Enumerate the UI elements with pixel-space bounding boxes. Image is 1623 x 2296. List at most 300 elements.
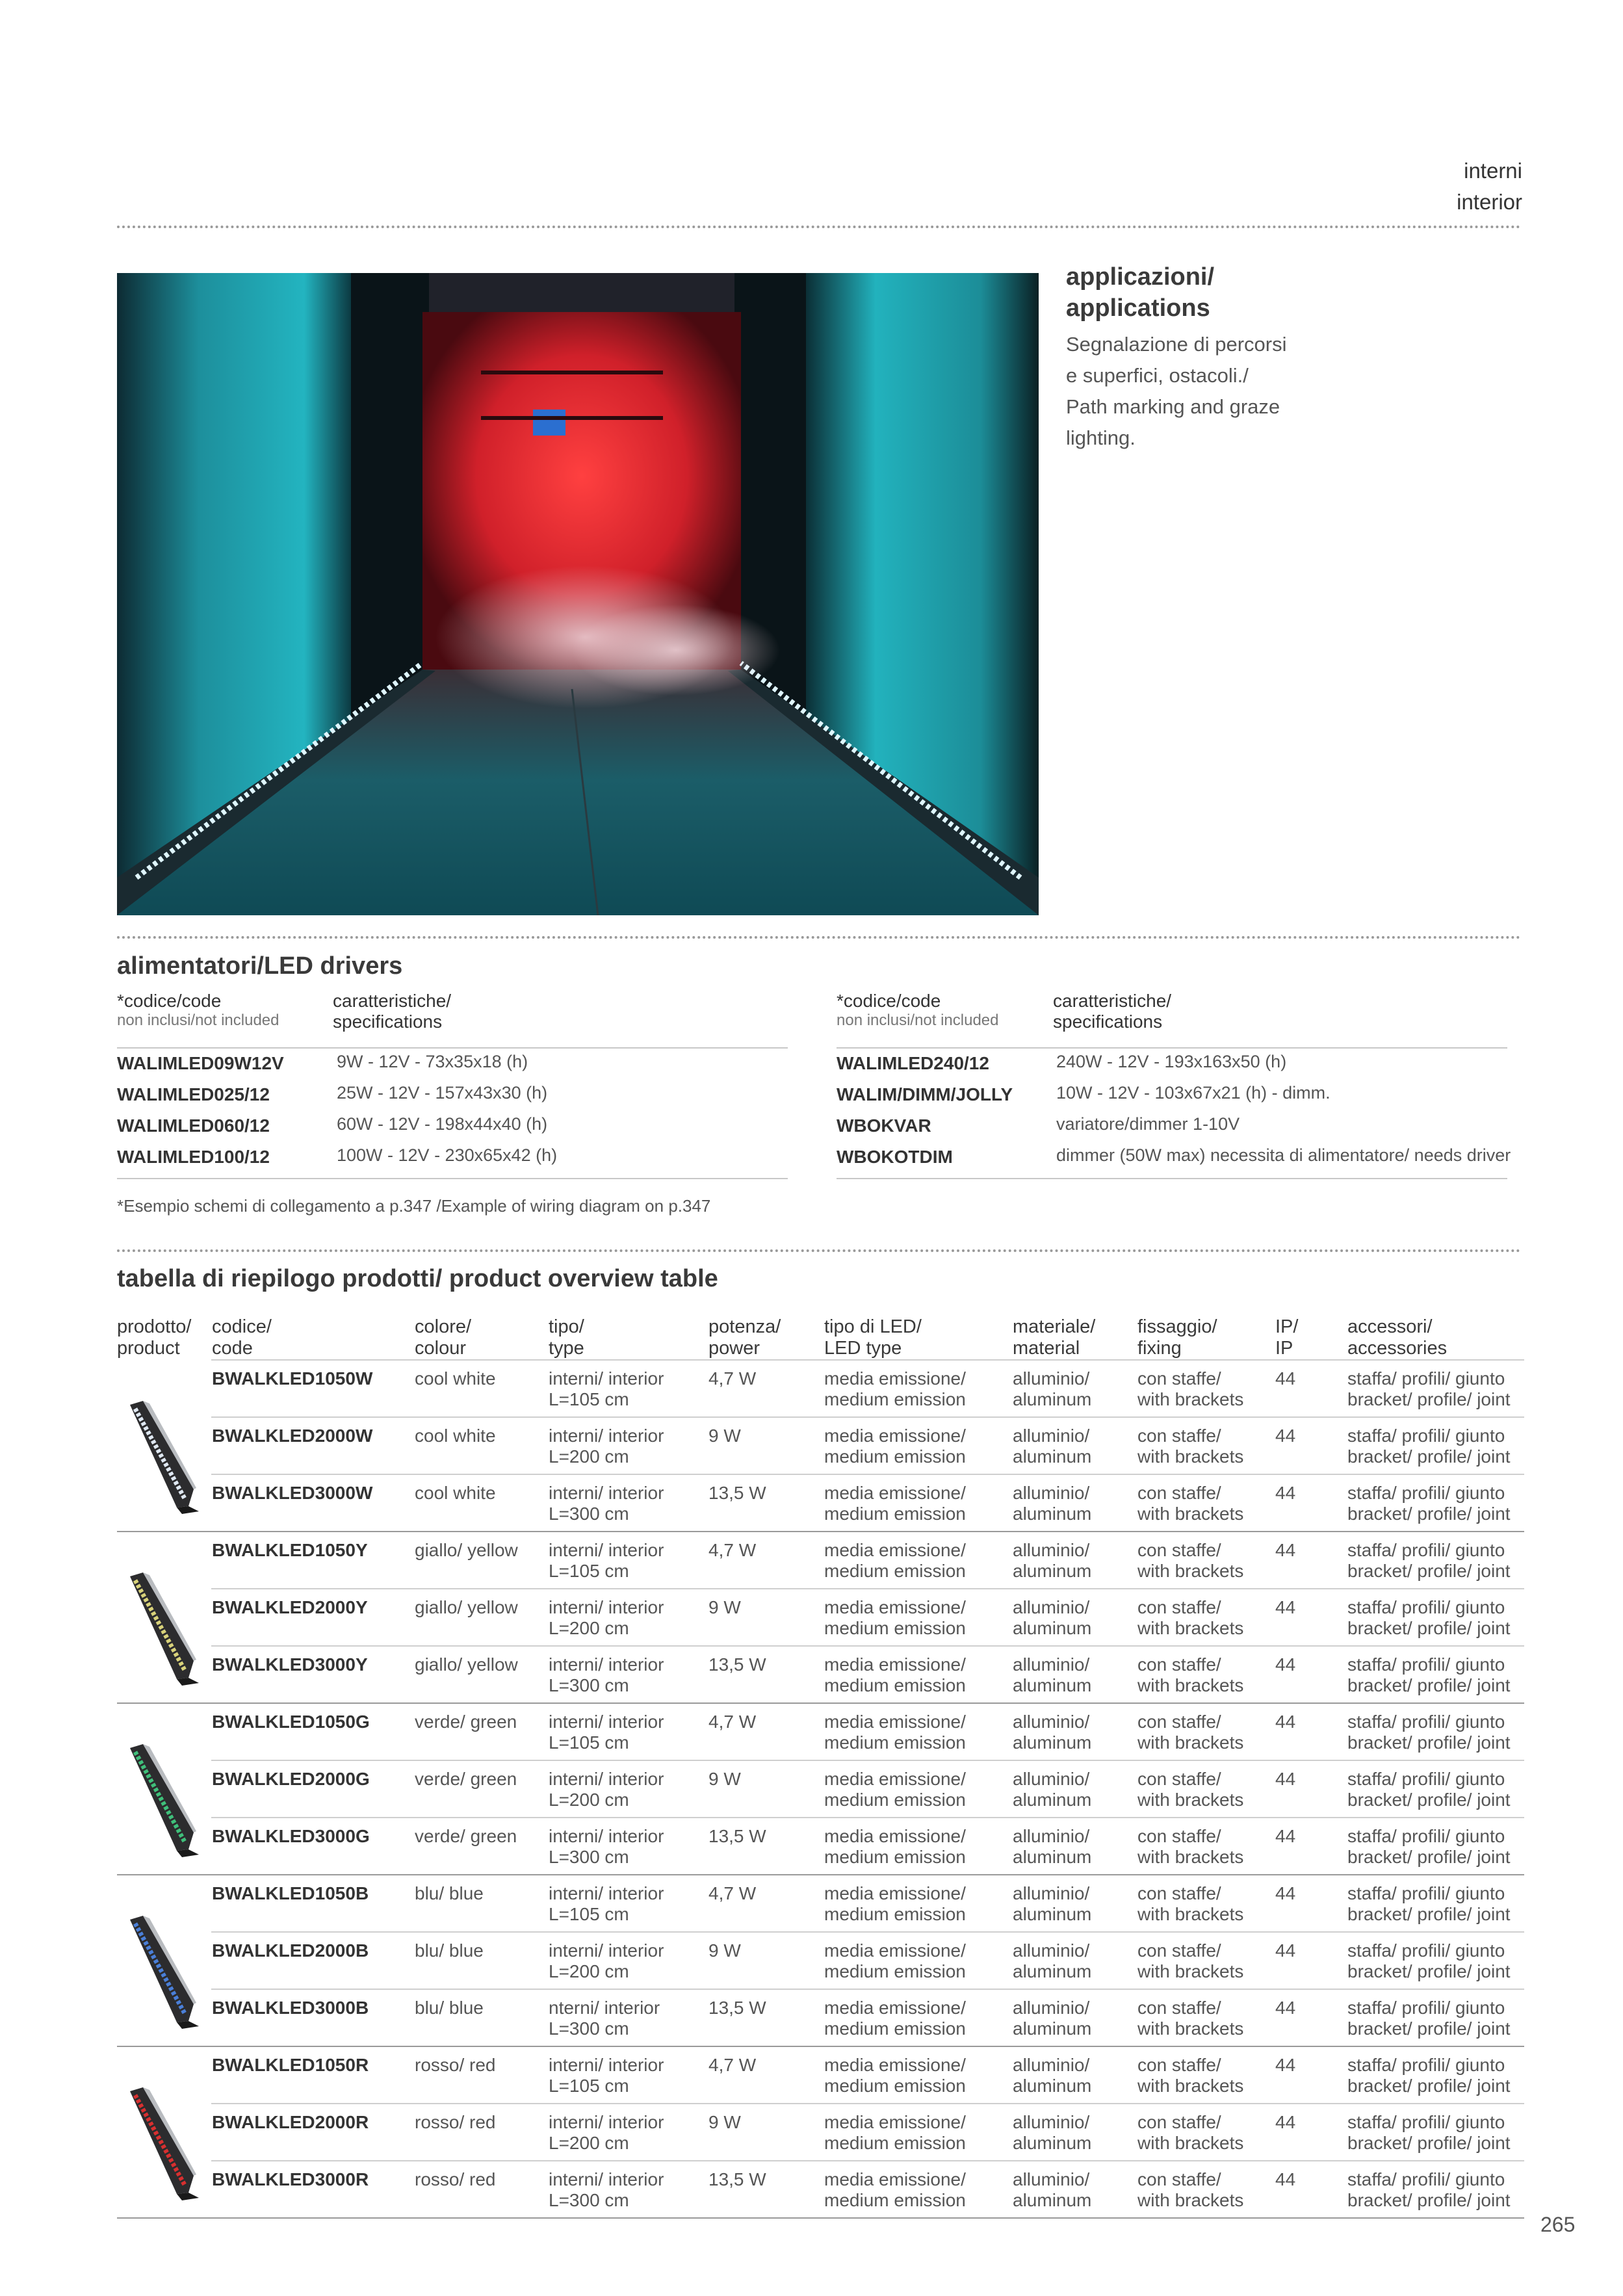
product-led-type-line: medium emission bbox=[824, 2018, 966, 2039]
header-line: material bbox=[1013, 1338, 1080, 1359]
product-led-type-line: media emissione/ bbox=[824, 1940, 966, 1961]
driver-spec: dimmer (50W max) necessita di alimentatore/ needs driver bbox=[1056, 1145, 1511, 1165]
product-fixing-line: con staffe/ bbox=[1137, 2169, 1221, 2189]
wiring-note: *Esempio schemi di collegamento a p.347 /Example of wiring diagram on p.347 bbox=[117, 1196, 711, 1216]
product-led-type-line: media emissione/ bbox=[824, 1540, 966, 1560]
product-accessories bbox=[1347, 1769, 1511, 1810]
product-accessories-line: bracket/ profile/ joint bbox=[1347, 1904, 1511, 1924]
applications-line: Segnalazione di percorsi bbox=[1066, 333, 1287, 356]
product-fixing-line: con staffe/ bbox=[1137, 1826, 1221, 1846]
product-type bbox=[549, 1483, 664, 1524]
product-fixing-line: con staffe/ bbox=[1137, 1540, 1221, 1560]
led-profile-thumbnail bbox=[117, 1392, 205, 1515]
product-type-line: interni/ interior bbox=[549, 1712, 664, 1732]
driver-spec: 25W - 12V - 157x43x30 (h) bbox=[337, 1083, 548, 1102]
product-led-type-line: medium emission bbox=[824, 1618, 966, 1638]
product-led-type-line: media emissione/ bbox=[824, 1483, 966, 1503]
drivers-right-header-spec bbox=[1053, 991, 1171, 1032]
header-line: accessories bbox=[1347, 1338, 1448, 1359]
product-power: 4,7 W bbox=[708, 2055, 757, 2075]
driver-spec: variatore/dimmer 1-10V bbox=[1056, 1114, 1240, 1134]
product-led-type bbox=[824, 1940, 966, 1982]
product-type bbox=[549, 1998, 660, 2039]
product-type-line: L=200 cm bbox=[549, 1618, 629, 1638]
header-colour bbox=[415, 1316, 471, 1359]
product-ip: 44 bbox=[1275, 1368, 1296, 1389]
product-colour: blu/ blue bbox=[415, 1998, 484, 2018]
header-line: code bbox=[212, 1338, 253, 1359]
row-divider bbox=[211, 1359, 1524, 1361]
product-material-line: aluminum bbox=[1013, 1504, 1092, 1524]
row-divider bbox=[211, 1474, 1524, 1475]
header-code bbox=[212, 1316, 272, 1359]
product-accessories-line: bracket/ profile/ joint bbox=[1347, 1389, 1511, 1409]
product-code: BWALKLED1050R bbox=[212, 2055, 369, 2075]
row-divider bbox=[211, 1588, 1524, 1589]
product-accessories-line: bracket/ profile/ joint bbox=[1347, 1561, 1511, 1581]
product-fixing-line: con staffe/ bbox=[1137, 1712, 1221, 1732]
header-line: fissaggio/ bbox=[1137, 1316, 1217, 1337]
product-material-line: alluminio/ bbox=[1013, 1540, 1090, 1560]
product-led-type-line: media emissione/ bbox=[824, 1426, 966, 1446]
product-accessories-line: staffa/ profili/ giunto bbox=[1347, 1540, 1505, 1560]
product-accessories-line: staffa/ profili/ giunto bbox=[1347, 1883, 1505, 1903]
driver-spec: 60W - 12V - 198x44x40 (h) bbox=[337, 1114, 548, 1134]
applications-line: lighting. bbox=[1066, 426, 1136, 449]
product-fixing-line: with brackets bbox=[1137, 1389, 1244, 1409]
product-fixing-line: with brackets bbox=[1137, 1675, 1244, 1695]
product-fixing-line: with brackets bbox=[1137, 1561, 1244, 1581]
row-divider bbox=[211, 2103, 1524, 2104]
product-type-line: nterni/ interior bbox=[549, 1998, 660, 2018]
product-led-type-line: medium emission bbox=[824, 1847, 966, 1867]
product-power: 13,5 W bbox=[708, 2169, 766, 2189]
product-led-type-line: medium emission bbox=[824, 1446, 966, 1467]
product-fixing-line: with brackets bbox=[1137, 1504, 1244, 1524]
product-type-line: interni/ interior bbox=[549, 2169, 664, 2189]
product-accessories-line: staffa/ profili/ giunto bbox=[1347, 2055, 1505, 2075]
product-fixing bbox=[1137, 1426, 1243, 1467]
product-power: 4,7 W bbox=[708, 1540, 757, 1560]
product-type-line: L=300 cm bbox=[549, 1675, 629, 1695]
product-fixing-line: with brackets bbox=[1137, 1446, 1244, 1467]
product-accessories bbox=[1347, 2169, 1511, 2211]
product-led-type bbox=[824, 1883, 966, 1925]
product-material-line: alluminio/ bbox=[1013, 1712, 1090, 1732]
product-ip: 44 bbox=[1275, 1483, 1296, 1503]
product-type-line: L=105 cm bbox=[549, 1389, 629, 1409]
product-ip: 44 bbox=[1275, 1769, 1296, 1789]
header-fixing bbox=[1137, 1316, 1217, 1359]
product-accessories bbox=[1347, 1654, 1511, 1696]
product-fixing-line: con staffe/ bbox=[1137, 1654, 1221, 1675]
product-accessories-line: staffa/ profili/ giunto bbox=[1347, 1654, 1505, 1675]
product-type-line: L=300 cm bbox=[549, 2018, 629, 2039]
product-accessories-line: bracket/ profile/ joint bbox=[1347, 1675, 1511, 1695]
led-profile-thumbnail bbox=[117, 1907, 205, 2030]
dotted-divider-overview bbox=[117, 1249, 1521, 1252]
product-fixing bbox=[1137, 1998, 1243, 2039]
product-led-type-line: medium emission bbox=[824, 1904, 966, 1924]
group-divider bbox=[117, 1874, 1524, 1875]
drivers-left-header-code bbox=[117, 991, 279, 1030]
product-led-type-line: media emissione/ bbox=[824, 2169, 966, 2189]
product-led-type-line: medium emission bbox=[824, 1675, 966, 1695]
product-accessories-line: staffa/ profili/ giunto bbox=[1347, 1769, 1505, 1789]
product-material-line: aluminum bbox=[1013, 1675, 1092, 1695]
product-led-type-line: media emissione/ bbox=[824, 2055, 966, 2075]
product-material-line: aluminum bbox=[1013, 2190, 1092, 2210]
product-material bbox=[1013, 1769, 1091, 1810]
header-spec-label: caratteristiche/ bbox=[333, 991, 452, 1011]
dotted-divider-top bbox=[117, 226, 1521, 228]
product-fixing-line: with brackets bbox=[1137, 1618, 1244, 1638]
product-code: BWALKLED3000Y bbox=[212, 1654, 368, 1675]
product-power: 9 W bbox=[708, 1769, 741, 1789]
product-material-line: aluminum bbox=[1013, 1389, 1092, 1409]
product-type-line: interni/ interior bbox=[549, 1597, 664, 1617]
led-profile-thumbnail bbox=[117, 1563, 205, 1687]
product-code: BWALKLED2000R bbox=[212, 2112, 369, 2132]
product-ip: 44 bbox=[1275, 1426, 1296, 1446]
overview-title: tabella di riepilogo prodotti/ product overview table bbox=[117, 1265, 718, 1292]
product-accessories bbox=[1347, 2112, 1511, 2154]
product-ip: 44 bbox=[1275, 1826, 1296, 1846]
product-accessories-line: bracket/ profile/ joint bbox=[1347, 1790, 1511, 1810]
product-power: 9 W bbox=[708, 1940, 741, 1961]
product-power: 13,5 W bbox=[708, 1998, 766, 2018]
product-type-line: L=300 cm bbox=[549, 2190, 629, 2210]
product-fixing-line: with brackets bbox=[1137, 1961, 1244, 1981]
group-divider bbox=[117, 2217, 1524, 2219]
product-material-line: alluminio/ bbox=[1013, 1769, 1090, 1789]
header-line: codice/ bbox=[212, 1316, 272, 1337]
group-divider bbox=[117, 1702, 1524, 1704]
product-accessories-line: staffa/ profili/ giunto bbox=[1347, 1483, 1505, 1503]
product-led-type-line: media emissione/ bbox=[824, 1654, 966, 1675]
product-type-line: interni/ interior bbox=[549, 1426, 664, 1446]
product-fixing-line: con staffe/ bbox=[1137, 1998, 1221, 2018]
product-led-type-line: media emissione/ bbox=[824, 1883, 966, 1903]
product-material bbox=[1013, 1597, 1091, 1639]
section-label-it: interni bbox=[1464, 159, 1522, 183]
product-material bbox=[1013, 1712, 1091, 1753]
product-code: BWALKLED2000Y bbox=[212, 1597, 368, 1617]
product-colour: blu/ blue bbox=[415, 1940, 484, 1961]
product-led-type-line: medium emission bbox=[824, 1504, 966, 1524]
product-type bbox=[549, 1883, 664, 1925]
product-type bbox=[549, 1597, 664, 1639]
product-led-type-line: medium emission bbox=[824, 2190, 966, 2210]
row-divider bbox=[211, 1760, 1524, 1761]
product-type bbox=[549, 2169, 664, 2211]
product-accessories-line: staffa/ profili/ giunto bbox=[1347, 1368, 1505, 1389]
row-divider bbox=[211, 1989, 1524, 1990]
product-power: 13,5 W bbox=[708, 1654, 766, 1675]
product-ip: 44 bbox=[1275, 2112, 1296, 2132]
product-fixing-line: con staffe/ bbox=[1137, 2055, 1221, 2075]
product-type-line: L=200 cm bbox=[549, 1961, 629, 1981]
product-material-line: alluminio/ bbox=[1013, 1826, 1090, 1846]
product-led-type bbox=[824, 1654, 966, 1696]
product-material bbox=[1013, 2112, 1091, 2154]
product-fixing bbox=[1137, 1712, 1243, 1753]
product-fixing-line: con staffe/ bbox=[1137, 1483, 1221, 1503]
product-material-line: alluminio/ bbox=[1013, 1654, 1090, 1675]
group-divider bbox=[117, 1531, 1524, 1532]
product-led-type bbox=[824, 2112, 966, 2154]
product-led-type-line: media emissione/ bbox=[824, 1712, 966, 1732]
product-fixing bbox=[1137, 1654, 1243, 1696]
header-spec-label: caratteristiche/ bbox=[1053, 991, 1172, 1011]
product-type-line: L=105 cm bbox=[549, 1732, 629, 1753]
product-type bbox=[549, 1368, 664, 1410]
product-type-line: interni/ interior bbox=[549, 1940, 664, 1961]
row-divider bbox=[211, 1931, 1524, 1933]
drivers-right-header-code bbox=[837, 991, 999, 1030]
product-fixing-line: with brackets bbox=[1137, 2076, 1244, 2096]
product-accessories-line: staffa/ profili/ giunto bbox=[1347, 1998, 1505, 2018]
header-line: tipo/ bbox=[549, 1316, 584, 1337]
product-code: BWALKLED2000B bbox=[212, 1940, 369, 1961]
product-fixing bbox=[1137, 1597, 1243, 1639]
driver-code: WALIMLED100/12 bbox=[117, 1147, 270, 1167]
product-material-line: alluminio/ bbox=[1013, 2112, 1090, 2132]
product-fixing bbox=[1137, 1483, 1243, 1524]
product-type-line: L=300 cm bbox=[549, 1847, 629, 1867]
product-code: BWALKLED3000G bbox=[212, 1826, 370, 1846]
product-type bbox=[549, 1540, 664, 1582]
driver-spec: 10W - 12V - 103x67x21 (h) - dimm. bbox=[1056, 1083, 1331, 1102]
drivers-left-bottom-rule bbox=[117, 1178, 788, 1179]
driver-spec: 9W - 12V - 73x35x18 (h) bbox=[337, 1052, 528, 1071]
group-divider bbox=[117, 2046, 1524, 2047]
applications-title-en: applications bbox=[1066, 294, 1210, 322]
product-colour: giallo/ yellow bbox=[415, 1540, 518, 1560]
product-led-type-line: media emissione/ bbox=[824, 1597, 966, 1617]
product-fixing bbox=[1137, 1769, 1243, 1810]
product-led-type-line: medium emission bbox=[824, 1732, 966, 1753]
product-type-line: interni/ interior bbox=[549, 1769, 664, 1789]
driver-spec: 240W - 12V - 193x163x50 (h) bbox=[1056, 1052, 1287, 1071]
applications-line: e superfici, ostacoli./ bbox=[1066, 364, 1249, 387]
product-ip: 44 bbox=[1275, 1654, 1296, 1675]
drivers-left-header-spec bbox=[333, 991, 451, 1032]
header-line: IP bbox=[1275, 1338, 1293, 1359]
product-type-line: interni/ interior bbox=[549, 1483, 664, 1503]
row-divider bbox=[211, 2160, 1524, 2161]
product-led-type-line: medium emission bbox=[824, 2076, 966, 2096]
product-fixing-line: con staffe/ bbox=[1137, 2112, 1221, 2132]
product-led-type-line: medium emission bbox=[824, 1961, 966, 1981]
product-fixing-line: con staffe/ bbox=[1137, 1769, 1221, 1789]
driver-code: WALIMLED09W12V bbox=[117, 1053, 284, 1073]
product-led-type bbox=[824, 1483, 966, 1524]
product-colour: rosso/ red bbox=[415, 2169, 496, 2189]
header-material bbox=[1013, 1316, 1095, 1359]
product-accessories-line: bracket/ profile/ joint bbox=[1347, 1504, 1511, 1524]
product-led-type bbox=[824, 1597, 966, 1639]
product-type bbox=[549, 1769, 664, 1810]
product-power: 9 W bbox=[708, 1597, 741, 1617]
product-accessories-line: staffa/ profili/ giunto bbox=[1347, 1940, 1505, 1961]
row-divider bbox=[211, 1645, 1524, 1647]
product-type-line: interni/ interior bbox=[549, 1368, 664, 1389]
product-material-line: aluminum bbox=[1013, 1961, 1092, 1981]
product-accessories-line: bracket/ profile/ joint bbox=[1347, 2133, 1511, 2153]
product-material bbox=[1013, 1483, 1091, 1524]
product-colour: giallo/ yellow bbox=[415, 1654, 518, 1675]
product-material-line: aluminum bbox=[1013, 1904, 1092, 1924]
product-fixing bbox=[1137, 1540, 1243, 1582]
header-spec-label: specifications bbox=[1053, 1011, 1163, 1032]
applications-heading bbox=[1066, 261, 1214, 324]
product-fixing-line: with brackets bbox=[1137, 1790, 1244, 1810]
product-material bbox=[1013, 1426, 1091, 1467]
product-code: BWALKLED1050W bbox=[212, 1368, 373, 1389]
product-type-line: L=200 cm bbox=[549, 1790, 629, 1810]
product-code: BWALKLED1050B bbox=[212, 1883, 369, 1903]
applications-text bbox=[1066, 329, 1339, 454]
product-led-type-line: media emissione/ bbox=[824, 1998, 966, 2018]
header-spec-label: specifications bbox=[333, 1011, 443, 1032]
product-ip: 44 bbox=[1275, 2169, 1296, 2189]
product-colour: verde/ green bbox=[415, 1712, 517, 1732]
product-fixing-line: con staffe/ bbox=[1137, 1883, 1221, 1903]
product-accessories bbox=[1347, 1940, 1511, 1982]
product-type-line: interni/ interior bbox=[549, 1826, 664, 1846]
product-material bbox=[1013, 1654, 1091, 1696]
product-fixing-line: with brackets bbox=[1137, 1904, 1244, 1924]
product-led-type bbox=[824, 2055, 966, 2096]
product-material-line: alluminio/ bbox=[1013, 1883, 1090, 1903]
product-accessories bbox=[1347, 1368, 1511, 1410]
product-led-type bbox=[824, 1712, 966, 1753]
product-accessories-line: bracket/ profile/ joint bbox=[1347, 1446, 1511, 1467]
header-line: IP/ bbox=[1275, 1316, 1299, 1337]
header-code-sublabel: non inclusi/not included bbox=[837, 1011, 999, 1029]
product-led-type bbox=[824, 1826, 966, 1868]
product-ip: 44 bbox=[1275, 1597, 1296, 1617]
product-fixing bbox=[1137, 2112, 1243, 2154]
product-material-line: aluminum bbox=[1013, 1732, 1092, 1753]
product-power: 4,7 W bbox=[708, 1368, 757, 1389]
product-accessories bbox=[1347, 2055, 1511, 2096]
product-accessories bbox=[1347, 1826, 1511, 1868]
product-code: BWALKLED2000W bbox=[212, 1426, 373, 1446]
product-fixing bbox=[1137, 1940, 1243, 1982]
product-material bbox=[1013, 1368, 1091, 1410]
product-ip: 44 bbox=[1275, 1883, 1296, 1903]
header-line: materiale/ bbox=[1013, 1316, 1096, 1337]
product-type bbox=[549, 1654, 664, 1696]
product-accessories-line: bracket/ profile/ joint bbox=[1347, 1618, 1511, 1638]
product-material-line: aluminum bbox=[1013, 2133, 1092, 2153]
product-led-type-line: media emissione/ bbox=[824, 1826, 966, 1846]
product-accessories bbox=[1347, 1998, 1511, 2039]
drivers-right-header-rule bbox=[837, 1047, 1507, 1049]
product-power: 4,7 W bbox=[708, 1883, 757, 1903]
product-type-line: L=200 cm bbox=[549, 1446, 629, 1467]
product-accessories-line: bracket/ profile/ joint bbox=[1347, 1732, 1511, 1753]
product-type bbox=[549, 1940, 664, 1982]
product-accessories-line: staffa/ profili/ giunto bbox=[1347, 1712, 1505, 1732]
product-power: 4,7 W bbox=[708, 1712, 757, 1732]
product-material-line: alluminio/ bbox=[1013, 1368, 1090, 1389]
product-material-line: alluminio/ bbox=[1013, 2169, 1090, 2189]
product-fixing bbox=[1137, 1883, 1243, 1925]
product-material-line: alluminio/ bbox=[1013, 2055, 1090, 2075]
header-power bbox=[708, 1316, 781, 1359]
row-divider bbox=[211, 1416, 1524, 1418]
product-colour: verde/ green bbox=[415, 1826, 517, 1846]
led-profile-thumbnail bbox=[117, 1735, 205, 1859]
product-accessories bbox=[1347, 1597, 1511, 1639]
driver-code: WALIMLED060/12 bbox=[117, 1115, 270, 1136]
header-line: colour bbox=[415, 1338, 466, 1359]
product-accessories bbox=[1347, 1540, 1511, 1582]
product-material bbox=[1013, 2055, 1091, 2096]
product-accessories-line: bracket/ profile/ joint bbox=[1347, 2018, 1511, 2039]
product-led-type-line: medium emission bbox=[824, 1790, 966, 1810]
product-colour: rosso/ red bbox=[415, 2112, 496, 2132]
product-colour: cool white bbox=[415, 1368, 496, 1389]
product-accessories-line: staffa/ profili/ giunto bbox=[1347, 2169, 1505, 2189]
product-fixing-line: con staffe/ bbox=[1137, 1940, 1221, 1961]
product-type-line: interni/ interior bbox=[549, 1540, 664, 1560]
applications-title-it: applicazioni/ bbox=[1066, 263, 1215, 291]
product-led-type bbox=[824, 1998, 966, 2039]
product-fixing bbox=[1137, 2169, 1243, 2211]
section-label-en: interior bbox=[1457, 190, 1522, 214]
product-accessories-line: staffa/ profili/ giunto bbox=[1347, 1426, 1505, 1446]
product-fixing bbox=[1137, 1826, 1243, 1868]
product-led-type-line: medium emission bbox=[824, 1389, 966, 1409]
driver-code: WALIMLED025/12 bbox=[117, 1084, 270, 1104]
product-type-line: interni/ interior bbox=[549, 2055, 664, 2075]
product-fixing bbox=[1137, 1368, 1243, 1410]
product-ip: 44 bbox=[1275, 1540, 1296, 1560]
product-accessories-line: staffa/ profili/ giunto bbox=[1347, 1597, 1505, 1617]
drivers-left-header-rule bbox=[117, 1047, 788, 1049]
driver-code: WBOKVAR bbox=[837, 1115, 931, 1136]
product-led-type bbox=[824, 2169, 966, 2211]
header-line: product bbox=[117, 1338, 180, 1359]
product-type bbox=[549, 1712, 664, 1753]
header-line: tipo di LED/ bbox=[824, 1316, 922, 1337]
product-led-type bbox=[824, 1368, 966, 1410]
header-led-type bbox=[824, 1316, 922, 1359]
product-fixing-line: con staffe/ bbox=[1137, 1368, 1221, 1389]
product-material-line: aluminum bbox=[1013, 1847, 1092, 1867]
product-material bbox=[1013, 1940, 1091, 1982]
product-ip: 44 bbox=[1275, 2055, 1296, 2075]
product-material-line: alluminio/ bbox=[1013, 1597, 1090, 1617]
product-type-line: L=105 cm bbox=[549, 2076, 629, 2096]
product-fixing bbox=[1137, 2055, 1243, 2096]
product-code: BWALKLED1050G bbox=[212, 1712, 370, 1732]
product-material-line: aluminum bbox=[1013, 2018, 1092, 2039]
product-material-line: alluminio/ bbox=[1013, 1426, 1090, 1446]
product-code: BWALKLED2000G bbox=[212, 1769, 370, 1789]
header-code-label: *codice/code bbox=[837, 991, 941, 1011]
product-code: BWALKLED3000R bbox=[212, 2169, 369, 2189]
product-type-line: interni/ interior bbox=[549, 1654, 664, 1675]
product-accessories-line: staffa/ profili/ giunto bbox=[1347, 2112, 1505, 2132]
product-material-line: aluminum bbox=[1013, 2076, 1092, 2096]
product-colour: giallo/ yellow bbox=[415, 1597, 518, 1617]
product-ip: 44 bbox=[1275, 1712, 1296, 1732]
